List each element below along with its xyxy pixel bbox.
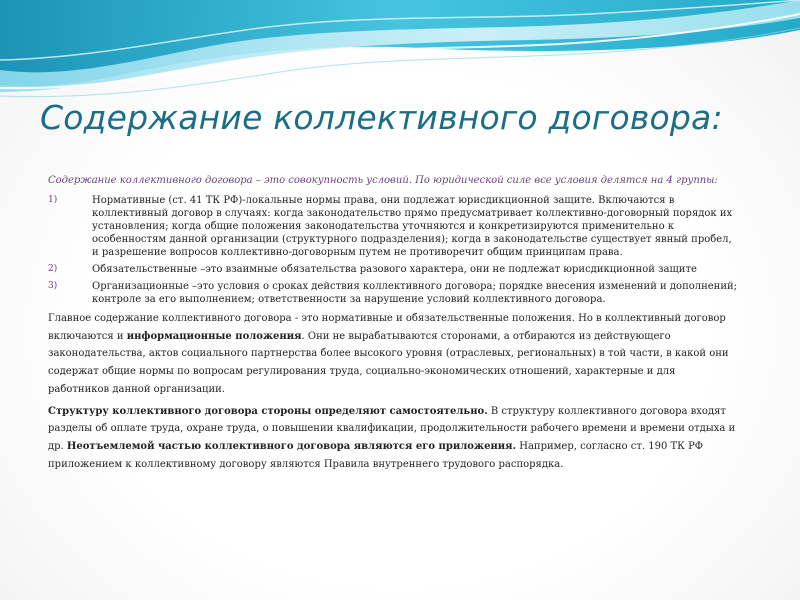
list-number: 1) [48,195,58,205]
list-number: 2) [48,264,58,274]
paragraph-text: . Они не вырабатываются сторонами, а отбираются из действующего законодательства, актов социального партнерства более высокого уровня (отраслевых, региональных) в той части, в какой они содержат общие нормы по вопросам регулирования труда, социально-экономических отношений, характерные и для работников данной организации. [48,330,729,395]
list-item [48,194,738,259]
paragraph-emphasis: Структуру коллективного договора стороны определяют самостоятельно. [48,405,488,417]
wave-decoration [0,0,800,110]
list-item [48,263,738,276]
slide-title: Содержание коллективного договора: [40,98,723,137]
paragraph-text: В структуру коллективного договора входят разделы об оплате труда, охране труда, о повышении квалификации, продолжительности рабочего времени и времени отдыха и др. [48,405,736,452]
list-item-text: Организационные –это условия о сроках действия коллективного договора; порядке внесения изменений и дополнений; контроле за его выполнением; ответственности за нарушение условий коллективного договора. [92,281,738,305]
paragraph-emphasis: Неотъемлемой частью коллективного договора являются его приложения. [66,440,517,452]
list-item [48,280,738,306]
list-number: 3) [48,281,58,291]
list-item-text: Обязательственные –это взаимные обязательства разового характера, они не подлежат юрисдикционной защите [92,264,697,275]
groups-list [48,194,738,306]
paragraph-text: Главное содержание коллективного договора - это нормативные и обязательственные положения. Но в коллективный договор включаются и [48,313,726,342]
slide-body [48,173,738,473]
intro-text: Содержание коллективного договора – это совокупность условий. По юридической силе все условия делятся на 4 группы: [48,175,718,186]
paragraph-structure [48,403,738,474]
list-item-text: Нормативные (ст. 41 ТК РФ)-локальные нормы права, они подлежат юрисдикционной защите. Включаются в коллективный договор в случаях: когда законодательство прямо предусматривает коллективно-договорный порядок их установления; когда общие положения законодательства уточняются и конкретизируются применительно к особенностям данной организации (структурного подразделения); когда в законодательстве существует явный пробел, и разрешение вопросов коллективно-договорным путем не противоречит общим принципам права. [92,195,733,258]
paragraph-emphasis: информационные положения [126,330,302,342]
paragraph-text: Например, согласно ст. 190 ТК РФ приложением к коллективному договору являются Правила внутреннего трудового распорядка. [48,440,704,470]
paragraph-main-content [48,310,738,399]
